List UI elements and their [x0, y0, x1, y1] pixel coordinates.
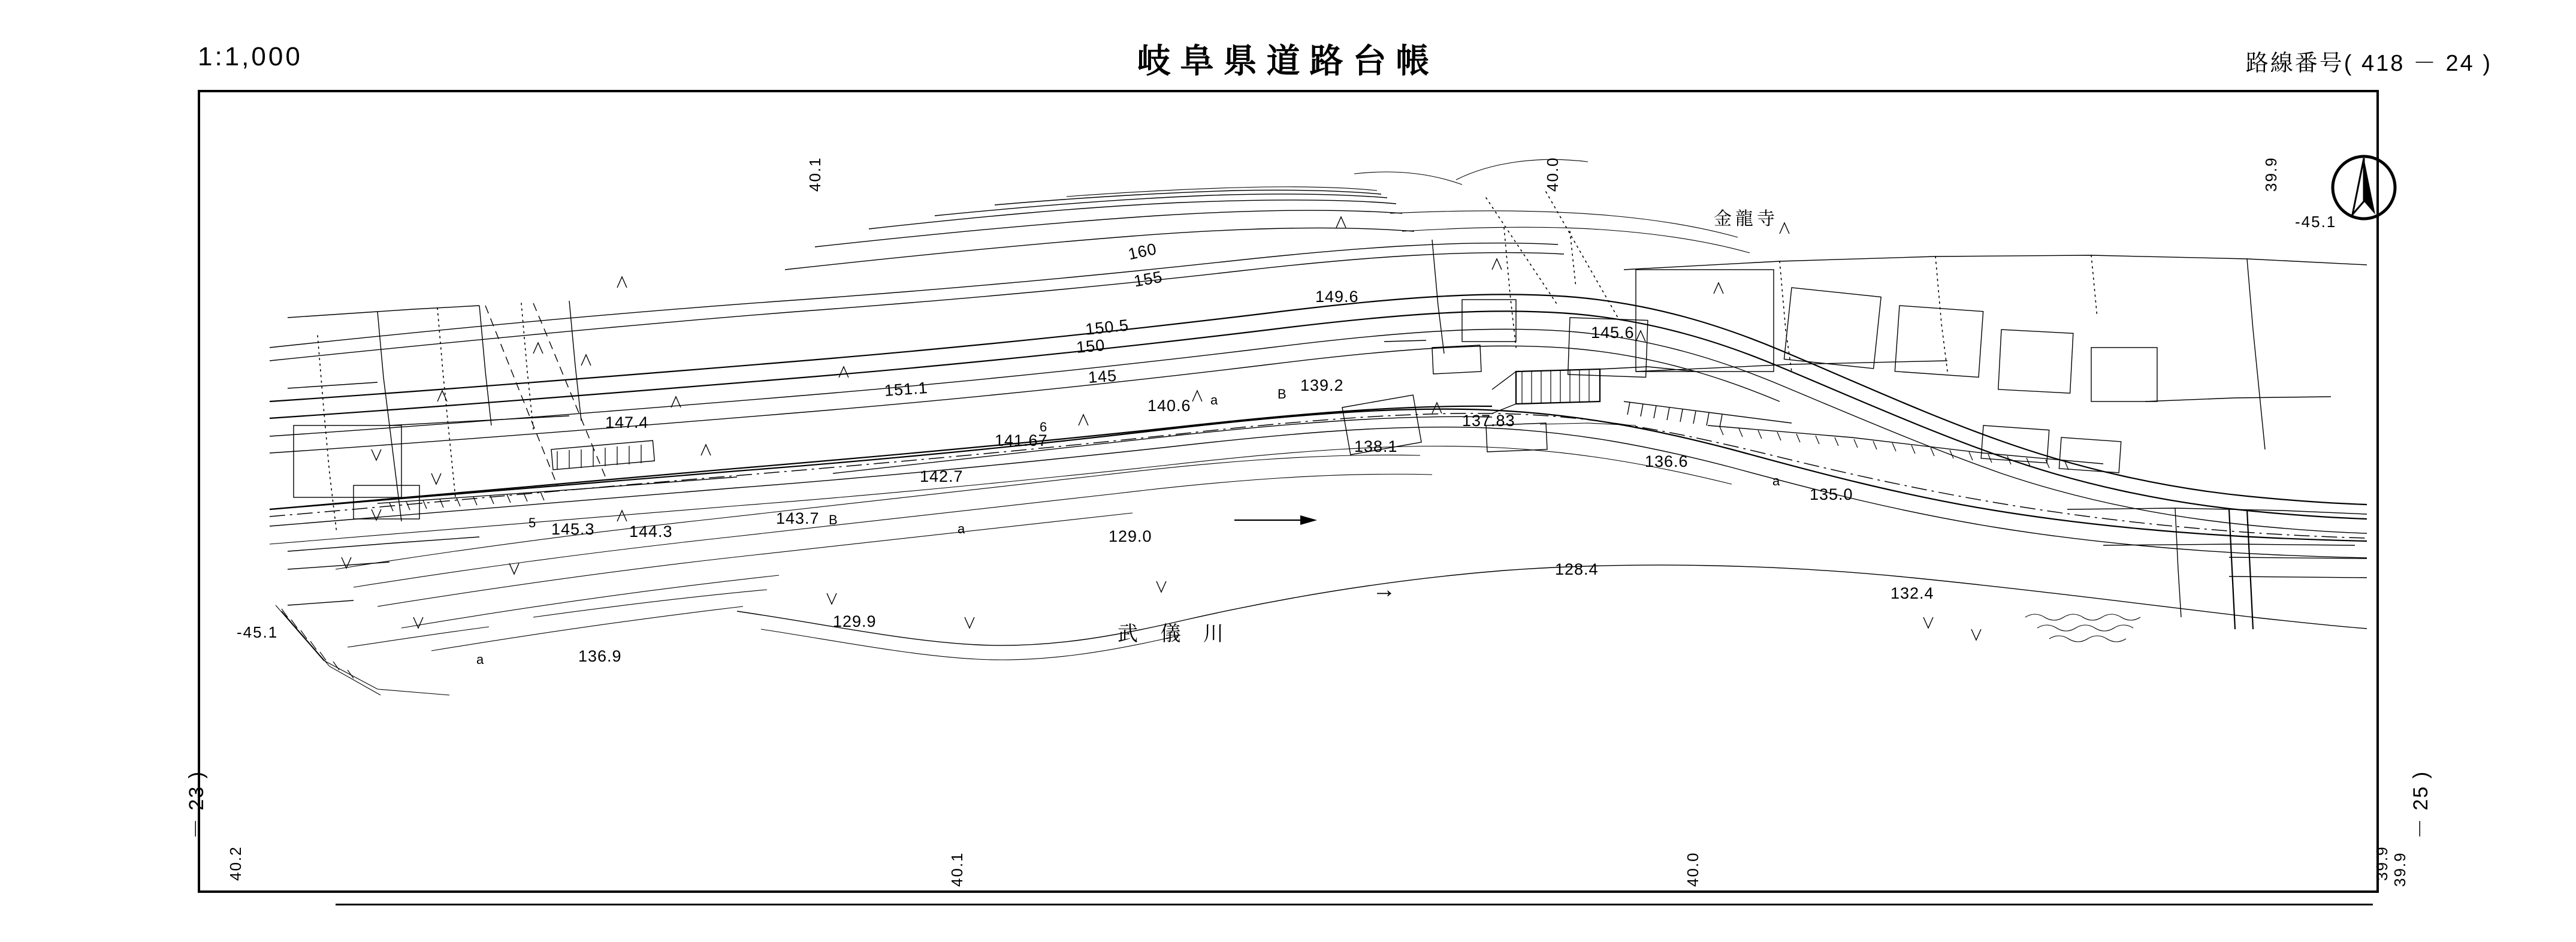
map-linework	[198, 90, 2379, 893]
contour-label: 139.2	[1300, 376, 1344, 394]
contour-label: 145.6	[1591, 324, 1635, 342]
contour-label: 150.5	[1085, 316, 1130, 339]
riverbed-contours	[336, 455, 2367, 660]
temple-name-label: 金龍寺	[1714, 209, 1778, 229]
temple-paths	[1354, 159, 1618, 318]
survey-mark: 5	[529, 515, 537, 530]
flow-direction-arrow: →	[1372, 576, 1397, 603]
right-outer-elevation: 39.9	[2373, 846, 2391, 881]
survey-mark: a	[1210, 393, 1219, 407]
contour-label: 143.7	[776, 509, 820, 527]
scale-label: 1:1,000	[198, 42, 303, 71]
contour-label: 160	[1127, 240, 1159, 264]
survey-mark: B	[1278, 387, 1287, 401]
top-contour-label-2: 40.0	[1544, 156, 1562, 192]
contour-label: 141.67	[995, 431, 1048, 449]
bottom-contour-label-3: 39.9	[2391, 852, 2409, 887]
survey-mark: a	[1772, 473, 1781, 488]
contour-label: 150	[1076, 336, 1106, 357]
top-contour-label-3: 39.9	[2262, 156, 2280, 192]
top-contour-label-1: 40.1	[806, 156, 824, 192]
contour-label: 136.9	[578, 647, 622, 665]
contour-label: 144.3	[629, 523, 673, 541]
left-sheet-index: － 23 )	[185, 770, 208, 839]
slope-symbols-right	[1624, 401, 1792, 427]
contour-label: 129.9	[833, 612, 877, 630]
contour-label: 132.4	[1891, 584, 1934, 602]
contour-label: 137.83	[1462, 412, 1515, 430]
right-sheet-index: － 25 )	[2409, 770, 2432, 839]
centre-detail-blocks	[1384, 340, 1636, 452]
right-abutment	[2229, 509, 2367, 629]
contour-label: 155	[1133, 267, 1164, 291]
contour-label: 147.4	[605, 413, 649, 431]
contour-label: 149.6	[1315, 288, 1359, 306]
contour-label: 136.6	[1645, 452, 1689, 470]
survey-mark: 6	[1040, 419, 1048, 434]
right-outer-mark: -45.1	[2295, 213, 2337, 231]
left-outer-elevation: 40.2	[227, 846, 244, 881]
contour-label: 138.1	[1354, 437, 1398, 455]
bottom-contour-label-1: 40.1	[948, 852, 966, 887]
left-parcels	[276, 301, 605, 695]
river-name-label: 武 儀 川	[1118, 623, 1232, 645]
upper-bank-contours	[270, 187, 1750, 361]
left-outer-mark: -45.1	[237, 623, 279, 641]
contour-label: 145.3	[551, 520, 595, 538]
contour-label: 128.4	[1555, 560, 1599, 578]
contour-label: 142.7	[920, 467, 964, 485]
bottom-rule	[336, 904, 2373, 905]
levee-hatch-left	[378, 477, 737, 511]
bottom-contour-label-2: 40.0	[1684, 852, 1702, 887]
survey-mark: B	[829, 512, 838, 527]
levee-hatch-right	[1708, 425, 2103, 470]
survey-mark: a	[958, 521, 966, 536]
page-title: 岐阜県道路台帳	[1137, 42, 1439, 80]
flow-arrow-shape	[1234, 515, 1317, 525]
bridge-structure	[551, 440, 654, 470]
river-channel	[270, 294, 2367, 558]
contour-label: 135.0	[1810, 485, 1853, 503]
contour-label: 145	[1088, 366, 1118, 387]
contour-label: 140.6	[1147, 397, 1191, 415]
contour-label: 129.0	[1109, 527, 1152, 545]
survey-mark: a	[476, 652, 485, 667]
contour-label: 151.1	[884, 378, 929, 400]
riverbed-symbols-right	[2025, 614, 2140, 642]
route-number-label: 路線番号( 418 － 24 )	[2245, 51, 2492, 76]
